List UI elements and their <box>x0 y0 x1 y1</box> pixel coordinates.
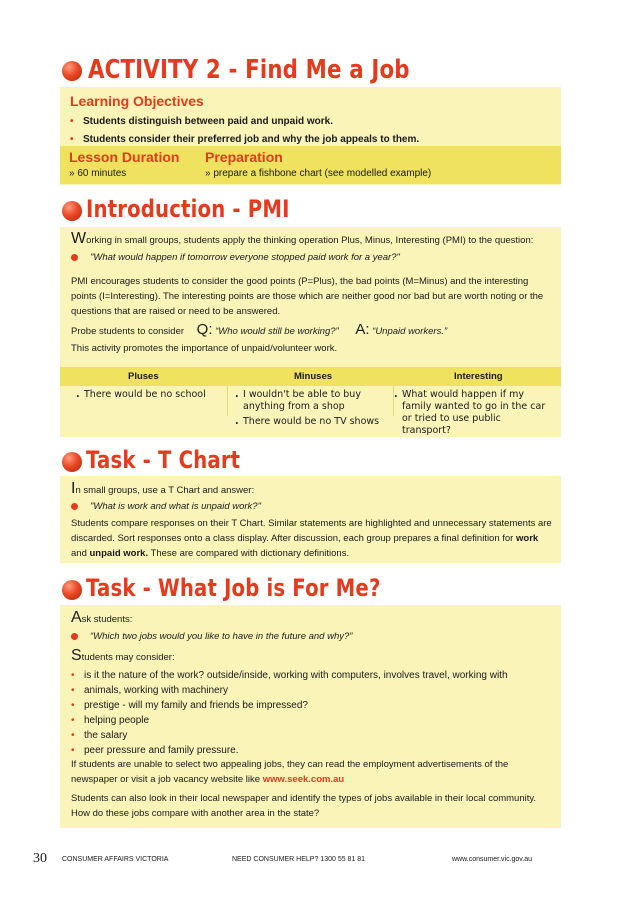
bullet-icon: • <box>71 745 75 756</box>
intro-paragraph-1: Working in small groups, students apply the thinking operation Plus, Minus, Interesting (PMI) to the question: <box>71 230 534 247</box>
bullet-icon: • <box>71 685 75 696</box>
activity-summary-box <box>60 87 561 185</box>
orange-bullet-ball-icon <box>62 61 82 81</box>
duration-preparation-band <box>60 146 561 184</box>
footer-org: CONSUMER AFFAIRS VICTORIA <box>62 856 169 863</box>
tchart-paragraph-2: Students compare responses on their T Chart. Similar statements are highlighted and unnecessary statements are discarded. Sort responses onto a class display. After discussion, each group prepares a final definition for work and unpaid work. These are compared with dictionary definitions. <box>71 518 552 559</box>
bullet-icon: • <box>70 134 74 145</box>
preparation-value: » prepare a fishbone chart (see modelled example) <box>205 168 432 179</box>
jobtask-question: “Which two jobs would you like to have in the future and why?” <box>71 631 352 642</box>
pmi-minuses-cell: . I wouldn't be able to buy anything from a shop . There would be no TV shows <box>235 389 380 427</box>
ask-label: Ask students: <box>71 609 133 626</box>
objectives-title: Learning Objectives <box>70 93 204 109</box>
pmi-header-minuses: Minuses <box>294 371 333 382</box>
bullet-icon: • <box>71 670 75 681</box>
red-dot-icon <box>71 254 78 261</box>
orange-bullet-ball-icon <box>62 452 82 472</box>
list-item: • animals, working with machinery <box>71 685 228 696</box>
intro-paragraph-3: This activity promotes the importance of unpaid/volunteer work. <box>71 343 338 354</box>
list-item: • prestige - will my family and friends be impressed? <box>71 700 308 711</box>
intro-box <box>60 227 561 437</box>
intro-question: "What would happen if tomorrow everyone stopped paid work for a year?" <box>71 252 400 263</box>
list-item: • the salary <box>71 730 128 741</box>
consider-label: Students may consider: <box>71 647 175 664</box>
tchart-title: Task - T Chart <box>86 446 241 474</box>
intro-paragraph-2: PMI encourages students to consider the good points (P=Plus), the bad points (M=Minus) and the interesting points (I=Interesting). The interesting points are those which are neither good nor bad but are worth noting or the questions that are raised or need to be answered. <box>71 276 544 317</box>
pmi-column-divider <box>227 386 228 416</box>
list-item: • peer pressure and family pressure. <box>71 745 239 756</box>
list-item: • Students consider their preferred job and why the job appeals to them. <box>70 131 419 149</box>
pmi-header-pluses: Pluses <box>128 371 159 382</box>
tchart-paragraph-1: In small groups, use a T Chart and answer: <box>71 480 255 497</box>
intro-title: Introduction - PMI <box>86 195 290 223</box>
orange-bullet-ball-icon <box>62 580 82 600</box>
jobtask-box <box>60 605 561 828</box>
jobtask-title: Task - What Job is For Me? <box>86 574 381 602</box>
consider-list <box>71 668 508 758</box>
bullet-icon: • <box>70 116 74 127</box>
red-dot-icon <box>71 503 78 510</box>
tchart-question: "What is work and what is unpaid work?" <box>71 501 261 512</box>
list-item: • Students distinguish between paid and unpaid work. <box>70 113 419 131</box>
list-item: • helping people <box>71 715 150 726</box>
activity-title: ACTIVITY 2 - Find Me a Job <box>88 55 410 85</box>
footer-helpline: NEED CONSUMER HELP? 1300 55 81 81 <box>232 856 366 863</box>
bullet-icon: • <box>71 730 75 741</box>
red-dot-icon <box>71 633 78 640</box>
duration-title: Lesson Duration <box>69 149 180 165</box>
list-item: • is it the nature of the work? outside/inside, working with computers, involves travel, working with <box>71 670 508 681</box>
preparation-title: Preparation <box>205 149 283 165</box>
jobtask-paragraph-1: If students are unable to select two appealing jobs, they can read the employment advertisements of the newspaper or visit a job vacancy website like www.seek.com.au <box>71 759 509 785</box>
pmi-header-interesting: Interesting <box>454 371 503 382</box>
objectives-list <box>70 113 419 149</box>
jobtask-paragraph-2: Students can also look in their local newspaper and identify the types of jobs available in their local community. How do these jobs compare with another area in the state? <box>71 793 537 819</box>
orange-bullet-ball-icon <box>62 201 82 221</box>
tchart-box <box>60 476 561 563</box>
probe-line: Probe students to consider Q: “Who would still be working?” A: “Unpaid workers.” <box>71 321 448 338</box>
duration-value: » 60 minutes <box>69 168 127 179</box>
seek-link[interactable]: www.seek.com.au <box>262 774 345 785</box>
bullet-icon: • <box>71 715 75 726</box>
footer-url[interactable]: www.consumer.vic.gov.au <box>452 856 533 863</box>
pmi-interesting-cell: . What would happen if my family wanted to go in the car or tried to use public transport? <box>394 389 546 436</box>
page-number: 30 <box>33 851 47 866</box>
pmi-pluses-cell: . There would be no school <box>76 389 206 400</box>
bullet-icon: • <box>71 700 75 711</box>
pmi-table-header <box>60 367 561 386</box>
